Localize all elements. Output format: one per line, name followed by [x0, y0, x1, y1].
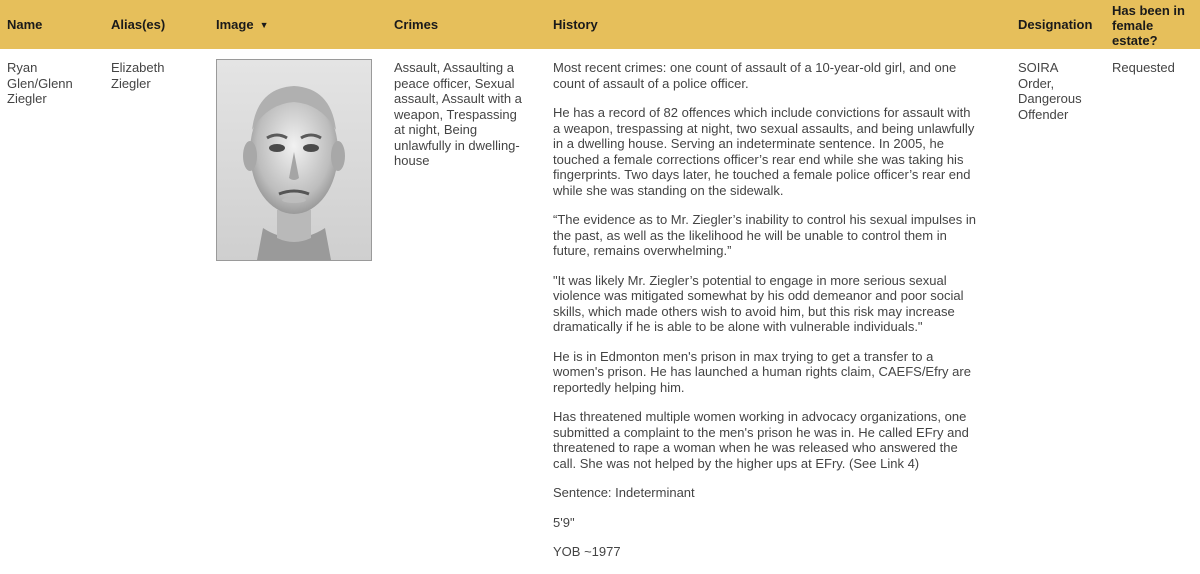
history-line: fingerprints. Two days later, he touched a female police officer’s rear end — [553, 167, 971, 182]
history-line: Sentence: Indeterminant — [553, 485, 695, 500]
history-paragraph — [553, 60, 976, 91]
history-paragraph — [553, 105, 976, 198]
history-line: violence was mitigated somewhat by his odd demeanor and poor social — [553, 288, 964, 303]
header-female-estate[interactable] — [1112, 3, 1192, 48]
designation-line: Offender — [1018, 106, 1069, 122]
crimes-line: weapon, Trespassing — [394, 106, 517, 122]
history-line: a weapon, trespassing at night, two sexual assaults, and being unlawfully — [553, 120, 975, 136]
history-line: skills, which made others wish to avoid him, but this risk may increase — [553, 303, 955, 319]
designation-line: Dangerous — [1018, 91, 1082, 106]
cell-female-estate: Requested — [1112, 60, 1175, 75]
history-paragraph — [553, 212, 976, 259]
designation-line: Order, — [1018, 75, 1055, 91]
mugshot-photo[interactable] — [216, 59, 372, 261]
cell-history — [553, 60, 976, 574]
history-line: He is in Edmonton men's prison in max trying to get a transfer to a — [553, 348, 934, 364]
history-paragraph — [553, 485, 976, 501]
header-name[interactable]: Name — [7, 17, 43, 32]
header-crimes[interactable]: Crimes — [394, 17, 439, 32]
history-line: Most recent crimes: one count of assault of a 10-year-old girl, and one — [553, 60, 957, 75]
history-line: submitted a complaint to the men's prison he was in. He called EFry and — [553, 424, 969, 440]
header-female-estate-line: Has been in — [1112, 3, 1185, 18]
history-line: future, remains overwhelming.” — [553, 243, 732, 258]
name-line: Ziegler — [7, 91, 47, 106]
history-paragraph — [553, 515, 976, 531]
cell-name — [7, 60, 73, 107]
name-line: Glen/Glenn — [7, 75, 73, 91]
history-line: dramatically if he is able to be alone with vulnerable individuals." — [553, 319, 923, 334]
header-alias[interactable]: Alias(es) — [111, 17, 166, 32]
alias-line: Elizabeth — [111, 60, 165, 75]
crimes-line: Assault, Assaulting a — [394, 60, 514, 75]
history-paragraph — [553, 273, 976, 335]
header-designation[interactable]: Designation — [1018, 17, 1093, 32]
history-line: reportedly helping him. — [553, 379, 685, 395]
crimes-line: peace officer, Sexual — [394, 75, 515, 91]
crimes-line: unlawfully in dwelling- — [394, 137, 520, 153]
history-line: call. She was not helped by the higher ups at EFry. (See Link 4) — [553, 455, 920, 471]
history-line: He has a record of 82 offences which include convictions for assault with — [553, 105, 971, 120]
table-header — [0, 0, 1200, 49]
history-paragraph — [553, 349, 976, 396]
history-paragraph — [553, 544, 976, 560]
history-line: women's prison. He has launched a human rights claim, CAEFS/Efry are — [553, 364, 971, 379]
designation-line: SOIRA — [1018, 60, 1059, 75]
mugshot-drawing — [217, 60, 371, 260]
header-female-estate-line: female — [1112, 18, 1154, 33]
header-history[interactable]: History — [553, 17, 598, 32]
history-line: touched a female corrections officer’s rear end while she was taking his — [553, 151, 964, 167]
history-line: YOB ~1977 — [553, 544, 621, 559]
name-line: Ryan — [7, 60, 38, 75]
cell-crimes — [394, 60, 522, 169]
history-line: "It was likely Mr. Ziegler’s potential to engage in more serious sexual — [553, 272, 947, 288]
header-image[interactable] — [216, 17, 269, 33]
crimes-line: assault, Assault with a — [394, 91, 522, 106]
alias-line: Ziegler — [111, 75, 151, 91]
crimes-line: at night, Being — [394, 122, 478, 137]
history-line: threatened to rape a woman when he was released who answered the — [553, 440, 958, 455]
crimes-line: house — [394, 153, 430, 168]
cell-alias — [111, 60, 164, 91]
history-line: count of assault of a police officer. — [553, 75, 749, 91]
history-line: in a dwelling house. Serving an indeterminate sentence. In 2005, he — [553, 136, 944, 151]
history-line: while she was standing on the sidewalk. — [553, 182, 784, 198]
history-line: the past, as well as the likelihood he will be unable to control them in — [553, 227, 947, 243]
history-line: 5'9" — [553, 514, 575, 530]
header-image-label: Image — [216, 17, 254, 32]
header-female-estate-line: estate? — [1112, 33, 1158, 48]
history-paragraph — [553, 409, 976, 471]
caret-down-icon[interactable]: ▼ — [259, 20, 269, 30]
cell-designation — [1018, 60, 1082, 122]
history-line: “The evidence as to Mr. Ziegler’s inability to control his sexual impulses in — [553, 212, 976, 227]
history-line: Has threatened multiple women working in advocacy organizations, one — [553, 409, 967, 424]
